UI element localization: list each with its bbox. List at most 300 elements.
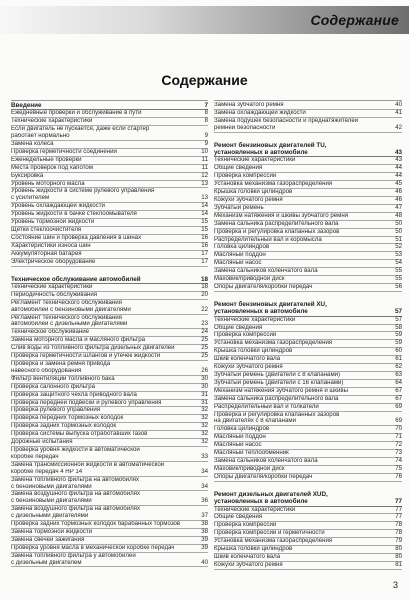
toc-page-number: 56 [395,282,402,290]
toc-entry-text: Замена топливного фильтра у автомобилей [11,552,136,559]
toc-page-number: 46 [395,195,402,203]
toc-entry[interactable] [214,332,402,340]
toc-entry-text: работает нормально [11,133,70,140]
toc-entry[interactable] [11,353,208,361]
toc-page-number: 44 [395,164,402,172]
toc-page-number: 77 [395,513,402,521]
toc-entry[interactable] [11,118,208,126]
page-number: 3 [392,580,398,590]
toc-entry[interactable] [214,372,402,380]
toc-entry-text: Регламент технического обслуживания [11,314,122,321]
toc-entry[interactable] [11,376,208,384]
toc-section [214,301,402,482]
toc-entry[interactable] [11,227,208,235]
toc-entry-text: Замена топливного фильтра на автомобилях [11,476,139,483]
toc-entry-text: Замена сальника распределительного вала [214,395,339,402]
toc-entry[interactable] [214,507,402,515]
toc-entry-text: Уровень тормозной жидкости [11,219,95,226]
toc-entry[interactable] [214,173,402,181]
toc-entry-text: с бензиновыми двигателями [11,483,92,490]
toc-entry[interactable] [11,484,208,492]
toc-section-heading[interactable] [214,491,402,498]
toc-entry[interactable] [11,300,208,307]
toc-page-number: 73 [395,449,402,457]
toc-entry-text: Головка цилиндров [214,244,270,251]
toc-page-number: 54 [395,259,402,267]
toc-page-number: 37 [201,512,208,520]
toc-entry[interactable] [214,181,402,189]
toc-entry[interactable] [214,284,402,292]
toc-entry[interactable] [214,221,402,229]
toc-entry[interactable] [11,345,208,353]
toc-page-number: 20 [201,290,208,298]
toc-entry-text: Уровень жидкости в системе рулевого управления [11,188,155,195]
toc-entry-text: Проверка задних тормозных колодок барабанных тормозов [11,521,181,528]
toc-entry[interactable] [11,361,208,368]
toc-entry[interactable] [214,157,402,165]
toc-page-number: 24 [201,328,208,336]
toc-page-number: 25 [201,352,208,360]
toc-entry-text: Проверка передней подвески и рулевого управления [11,399,162,406]
toc-entry[interactable] [11,407,208,415]
toc-page-number: 8 [204,117,208,125]
toc-entry[interactable] [214,317,402,325]
toc-entry-text: Замена воздушного фильтра на автомобилях [11,506,141,513]
toc-entry-text: Установка механизма газораспределения [214,181,333,188]
toc-page-number: 40 [201,558,208,566]
toc-heading-text: Ремонт бензиновых двигателей XU, [214,300,327,308]
toc-page-number: 46 [395,188,402,196]
toc-page-number: 41 [395,108,402,116]
toc-entry[interactable] [11,284,208,292]
page-title: Содержание [161,72,248,88]
toc-page-number: 30 [201,382,208,390]
toc-entry-text: Регламент технического обслуживания [11,299,122,306]
toc-entry[interactable] [11,553,208,560]
toc-entry-text: Замена свечей зажигания [11,536,85,543]
toc-page-number: 31 [201,398,208,406]
toc-page-number: 14 [201,202,208,210]
toc-page-number: 77 [395,505,402,513]
toc-entry[interactable] [11,165,208,173]
toc-page-number: 79 [395,537,402,545]
toc-entry-text: Замена тормозной жидкости [11,528,93,535]
toc-page-number: 38 [201,527,208,535]
toc-entry-text: Технические характеристики [11,118,93,125]
toc-section [11,276,208,568]
toc-entry[interactable] [11,126,208,133]
toc-page-number: 33 [201,452,208,460]
toc-entry[interactable] [214,244,402,252]
toc-page-number: 69 [395,417,402,425]
toc-entry[interactable] [11,307,208,315]
toc-page-number: 57 [394,308,402,316]
toc-entry-text: коробке передач 4 HP 14 [11,468,83,475]
toc-entry-text: Дорожные испытания [11,439,73,446]
toc-column-left [11,100,208,570]
toc-entry-text: Периодичность обслуживания [11,291,98,298]
toc-entry[interactable] [11,251,208,259]
toc-page-number: 25 [201,344,208,352]
toc-entry[interactable] [11,157,208,165]
toc-entry-text: Уровень моторного масла [11,180,85,187]
toc-page-number: 25 [201,336,208,344]
toc-entry[interactable] [11,188,208,195]
toc-page-number: 78 [395,521,402,529]
toc-entry[interactable] [11,447,208,454]
toc-entry-text: Проверка передних тормозных колодок [11,415,124,422]
toc-section-heading[interactable] [214,149,402,157]
toc-entry-text: Щетки стеклоочистителя [11,227,82,233]
toc-entry[interactable] [11,243,208,251]
toc-page-number: 30 [201,374,208,382]
toc-page-number: 9 [204,132,208,140]
toc-entry-text: Слив воды из топливного фильтра дизельных двигателей [11,345,175,352]
toc-entry[interactable] [214,260,402,268]
toc-entry-text: с бензиновыми двигателями [11,498,92,505]
toc-entry-text: Проверка салонного фильтра [11,383,95,390]
toc-heading-text: Ремонт бензиновых двигателей TU, [214,141,327,149]
toc-page-number: 51 [395,235,402,243]
toc-heading-text: установленных в автомобиле [214,308,308,316]
toc-page-number: 32 [201,422,208,430]
toc-entry[interactable] [214,522,402,530]
toc-page-number: 76 [395,472,402,480]
toc-section-heading[interactable] [11,102,208,110]
toc-entry[interactable] [11,439,208,447]
toc-entry-text: Замена колеса [11,141,54,148]
toc-section-heading[interactable] [214,498,402,506]
toc-page-number: 60 [395,347,402,355]
toc-entry-text: Замена сальника распределительного вала [214,220,339,227]
toc-entry[interactable] [11,337,208,345]
toc-page-number: 11 [201,163,208,171]
toc-entry[interactable] [214,189,402,197]
toc-page-number: 42 [395,123,402,131]
toc-entry-text: Проверка и регулировка клапанных зазоров [214,411,340,418]
toc-page-number: 71 [395,433,402,441]
toc-entry[interactable] [11,173,208,181]
toc-entry-text: Крышка головки цилиндров [214,189,293,196]
toc-entry-text: Проверка рулевого управления [11,407,101,414]
toc-entry[interactable] [11,491,208,498]
toc-entry[interactable] [214,388,402,396]
toc-entry[interactable] [214,125,402,133]
toc-entry[interactable] [214,450,402,458]
toc-entry-text: Масляный поддон [214,252,266,259]
toc-entry-text: Маховик/приводной диск [214,276,285,283]
toc-page-number: 58 [395,323,402,331]
toc-entry[interactable] [11,462,208,469]
toc-entry[interactable] [11,292,208,300]
toc-entry[interactable] [214,466,402,474]
toc-entry[interactable] [11,203,208,211]
toc-entry[interactable] [214,562,402,570]
toc-page-number: 77 [394,498,402,506]
toc-entry-text: Зубчатый ремень (двигатели с 16 клапанами) [214,379,344,386]
toc-entry-text: Масляный поддон [214,434,266,441]
toc-entry[interactable] [11,537,208,545]
toc-entry[interactable] [214,110,402,118]
toc-entry[interactable] [214,458,402,466]
toc-entry[interactable] [11,454,208,462]
toc-entry-text: Опоры двигателя/коробки передач [214,283,313,290]
toc-entry[interactable] [11,110,208,118]
toc-entry-text: ремней безопасности [214,124,276,131]
toc-entry-text: коробке передач [11,453,59,460]
toc-page-number: 15 [201,218,208,226]
toc-page-number: 74 [395,456,402,464]
toc-entry-text: Характеристики износа шин [11,242,91,249]
toc-page-number: 48 [395,211,402,219]
toc-entry[interactable] [11,477,208,484]
toc-page-number: 38 [201,520,208,528]
toc-entry[interactable] [214,213,402,221]
toc-entry-text: с дизельными двигателями [11,513,89,520]
toc-entry-text: Еженедельные проверки [11,156,82,163]
toc-entry-text: Проверка системы выпуска отработавших газов [11,431,148,438]
toc-entry-text: Технические характеристики [11,283,93,290]
toc-page-number: 22 [201,305,208,313]
toc-entry-text: Шкив коленчатого вала [214,553,281,560]
toc-entry[interactable] [214,197,402,205]
toc-entry[interactable] [214,165,402,173]
toc-entry[interactable] [214,514,402,522]
toc-entry[interactable] [214,364,402,372]
toc-page-number: 23 [201,320,208,328]
toc-heading-text: установленных в автомобиле [214,149,308,157]
toc-entry-text: Уровень жидкости в бачке стеклоомывателя [11,211,137,218]
toc-entry[interactable] [214,546,402,554]
toc-entry[interactable] [11,498,208,506]
toc-entry-text: Уровень охлаждающей жидкости [11,203,105,210]
toc-column-right [214,100,402,573]
toc-entry-text: Общие сведения [214,324,263,331]
toc-entry[interactable] [214,276,402,284]
toc-page-number: 34 [201,482,208,490]
toc-entry-text: Установка механизма газораспределения [214,340,333,347]
toc-page-number: 9 [204,140,208,148]
toc-entry[interactable] [11,321,208,329]
toc-entry-text: Замена зубчатого ремня [214,102,284,108]
toc-entry-text: Технические характеристики [214,157,296,164]
toc-entry[interactable] [214,418,402,426]
toc-section [214,102,402,133]
toc-entry-text: Электрическое оборудование [11,258,96,265]
toc-entry-text: Состояние шин и проверка давления в шинах [11,234,142,241]
toc-page-number: 47 [395,203,402,211]
toc-entry-text: Проверка герметичности соединений [11,148,117,155]
toc-entry[interactable] [11,423,208,431]
toc-page-number: 43 [395,156,402,164]
toc-entry-text: Если двигатель не пускается, даже если стартер [11,126,150,133]
toc-section [214,142,402,292]
toc-entry[interactable] [11,384,208,392]
toc-page-number: 53 [395,251,402,259]
toc-entry-text: Ежедневные проверки и обслуживание в пути [11,110,142,117]
toc-entry[interactable] [11,513,208,521]
toc-page-number: 8 [204,109,208,117]
toc-section-heading[interactable] [214,308,402,316]
header-title: Содержание [310,12,399,28]
toc-entry[interactable] [214,404,402,412]
toc-entry[interactable] [11,469,208,477]
toc-entry[interactable] [214,268,402,276]
toc-entry[interactable] [214,340,402,348]
toc-entry[interactable] [11,560,208,568]
toc-page-number: 13 [201,179,208,187]
toc-entry-text: Механизм натяжения и шкивы зубчатого ремня [214,212,348,219]
toc-entry-text: автомобилей с бензиновыми двигателями [11,306,131,313]
toc-entry-text: Зубчатый ремень (двигатели с 8 клапанами) [214,372,341,378]
toc-entry[interactable] [11,141,208,149]
toc-entry-text: Замена охлаждающей жидкости [214,109,306,116]
toc-entry-text: Буксировка [11,172,44,179]
toc-entry[interactable] [11,181,208,189]
toc-entry[interactable] [214,229,402,237]
toc-page-number: 57 [395,315,402,323]
toc-entry[interactable] [214,118,402,125]
toc-entry-text: Опоры двигателя/коробки передач [214,473,313,480]
toc-entry[interactable] [11,259,208,267]
toc-page-number: 43 [394,149,402,157]
toc-page-number: 59 [395,339,402,347]
toc-entry-text: Замена сальников коленчатого вала [214,457,318,464]
toc-entry[interactable] [11,545,208,553]
toc-entry-text: Проверка защитного чехла приводного вала [11,391,137,398]
toc-entry[interactable] [11,415,208,423]
toc-entry[interactable] [214,530,402,538]
toc-entry[interactable] [214,205,402,213]
toc-entry[interactable] [214,102,402,110]
toc-entry[interactable] [11,211,208,219]
toc-entry-text: с дизельным двигателем [11,559,82,566]
toc-page-number: 14 [201,210,208,218]
toc-entry[interactable] [214,412,402,419]
toc-page-number: 75 [395,464,402,472]
toc-page-number: 69 [395,402,402,410]
toc-page-number: 34 [201,467,208,475]
toc-section-heading[interactable] [214,301,402,308]
toc-entry[interactable] [11,392,208,400]
toc-page-number: 32 [201,430,208,438]
toc-entry[interactable] [214,356,402,364]
toc-page-number: 50 [395,219,402,227]
toc-page-number: 52 [395,243,402,251]
toc-entry-text: Маховик/приводной диск [214,465,285,472]
toc-entry[interactable] [214,426,402,434]
toc-entry[interactable] [11,368,208,376]
toc-entry-text: Шкив коленчатого вала [214,356,281,363]
toc-section-heading[interactable] [11,276,208,284]
toc-page-number: 80 [395,552,402,560]
toc-entry[interactable] [214,442,402,450]
toc-page-number: 80 [395,545,402,553]
toc-entry[interactable] [214,325,402,333]
header-bar [0,6,409,34]
toc-page-number: 31 [201,390,208,398]
toc-page-number: 39 [201,535,208,543]
toc-entry[interactable] [11,195,208,203]
toc-entry-text: Механизм натяжения зубчатого ремня и шкивы [214,387,348,394]
toc-entry-text: Места проверок под капотом [11,164,94,171]
toc-entry[interactable] [214,380,402,388]
toc-heading-text: установленных в автомобиле [214,498,308,506]
toc-entry[interactable] [11,219,208,227]
toc-entry-text: Проверка уровня масла в механической коробке передач [11,544,175,551]
toc-entry-text: Проверка компрессии [214,173,277,180]
toc-entry[interactable] [214,474,402,482]
toc-page-number: 64 [395,378,402,386]
toc-entry-text: Замена моторного масла и масляного фильтра [11,337,145,344]
toc-entry-text: Головка цилиндров [214,426,270,433]
toc-entry-text: Кожухи зубчатого ремня [214,561,283,568]
toc-entry-text: Аккумуляторная батарея [11,250,82,257]
toc-entry[interactable] [11,149,208,157]
toc-page-number: 32 [201,406,208,414]
toc-page-number: 67 [395,386,402,394]
toc-page-number: 62 [395,363,402,371]
toc-page-number: 70 [395,425,402,433]
toc-entry-text: Кожухи зубчатого ремня [214,196,283,203]
toc-entry[interactable] [214,554,402,562]
toc-entry[interactable] [11,133,208,141]
toc-entry[interactable] [11,431,208,439]
toc-entry[interactable] [214,396,402,404]
toc-page-number: 32 [201,438,208,446]
toc-page-number: 63 [395,371,402,378]
toc-entry-text: Проверка компрессии [214,522,277,529]
toc-entry[interactable] [214,538,402,546]
toc-entry[interactable] [214,434,402,442]
toc-page-number: 13 [201,194,208,202]
toc-page-number: 50 [395,227,402,235]
toc-entry[interactable] [214,348,402,356]
toc-entry-text: Проверка задних тормозных колодок [11,423,117,430]
toc-entry-text: Масляный насос [214,260,262,267]
toc-entry-text: Зубчатый ремень [214,204,264,211]
toc-entry[interactable] [11,506,208,513]
toc-page-number: 7 [204,102,208,109]
toc-entry-text: Замена воздушного фильтра на автомобилях [11,491,141,498]
column-top-rule [214,100,402,101]
toc-entry[interactable] [214,237,402,245]
toc-heading-text: Введение [11,102,42,109]
toc-page-number: 26 [201,366,208,374]
toc-heading-text: Ремонт дизельных двигателей XUD, [214,490,328,498]
toc-entry[interactable] [11,400,208,408]
toc-entry-text: Замена трансмиссионной жидкости в автоматической [11,461,165,468]
toc-entry[interactable] [11,235,208,243]
toc-entry-text: Проверка и регулировка клапанных зазоров [214,228,340,235]
toc-entry-text: Масляный насос [214,442,262,449]
toc-entry-text: с усилителем [11,195,50,202]
toc-page-number: 40 [395,101,402,108]
toc-entry[interactable] [11,315,208,322]
toc-entry-text: Техническое обслуживание [11,329,89,336]
toc-entry[interactable] [11,529,208,537]
toc-section-heading[interactable] [214,142,402,149]
toc-page-number: 67 [395,394,402,402]
toc-entry-text: на двигателях с 8 клапанами [214,418,297,425]
toc-page-number: 55 [395,275,402,283]
toc-entry[interactable] [11,329,208,337]
toc-page-number: 45 [395,180,402,188]
toc-page-number: 61 [395,355,402,363]
toc-entry-text: Технические характеристики [214,506,296,513]
toc-entry[interactable] [11,521,208,529]
toc-entry[interactable] [214,252,402,260]
